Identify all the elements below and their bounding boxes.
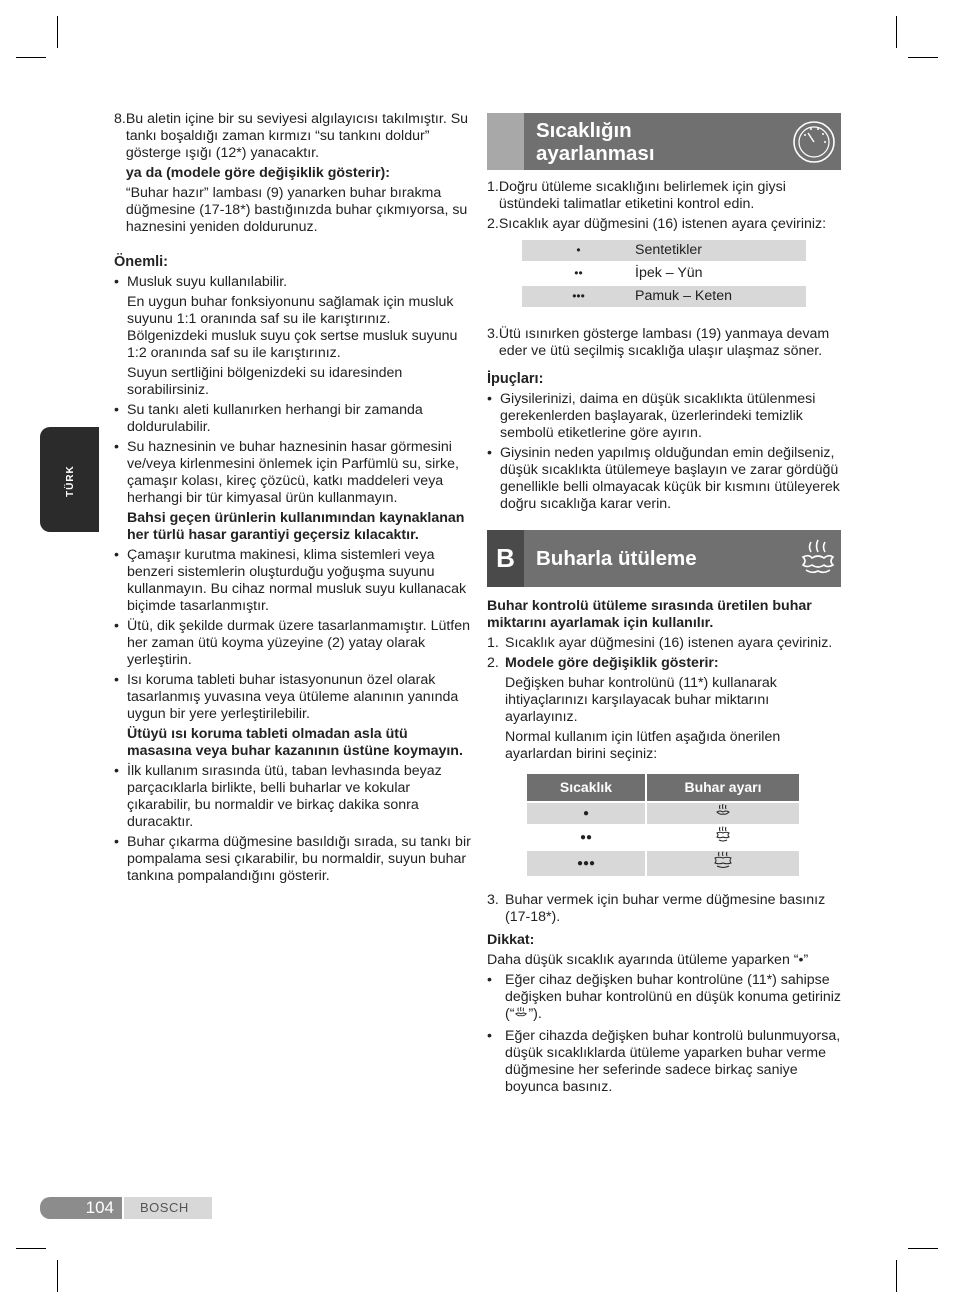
page-footer xyxy=(40,1197,212,1219)
item-number: 2. xyxy=(487,216,499,232)
model-variant-note: ya da (modele göre değişiklik gösterir): xyxy=(125,165,390,181)
bullet-paragraph: Suyun sertliğini bölgenizdeki su idaresinden sorabilirsiniz. xyxy=(127,365,403,398)
crop-mark xyxy=(16,57,46,58)
temperature-dots: ••• xyxy=(522,286,635,307)
instruction-item-8 xyxy=(114,111,474,236)
item-text: Doğru ütüleme sıcaklığını belirlemek için giysi üstündeki talimatlar etiketini kontrol edin. xyxy=(498,179,786,212)
important-bullet xyxy=(114,274,474,399)
left-column xyxy=(114,111,474,885)
instruction-item-1 xyxy=(487,179,841,213)
section-banner-temperature xyxy=(487,113,841,170)
caution-bullet xyxy=(487,1028,841,1096)
item-text: Sıcaklık ayar düğmesini (16) istenen ayara çeviriniz. xyxy=(505,635,833,651)
steam-min-icon xyxy=(514,1006,528,1025)
crop-mark xyxy=(908,1248,938,1249)
table-header-row xyxy=(527,774,799,801)
temperature-dots: ●●● xyxy=(527,851,645,876)
bullet-text: • Su tankı aleti kullanırken herhangi bir zamanda doldurulabilir. xyxy=(127,402,423,435)
instruction-item-2 xyxy=(487,216,841,233)
important-bullet xyxy=(114,672,474,760)
fabric-label: Sentetikler xyxy=(635,240,806,261)
brand-label: BOSCH xyxy=(124,1197,212,1219)
item-number: 2. xyxy=(487,655,499,671)
language-tab xyxy=(40,427,99,532)
table-row xyxy=(527,803,799,824)
steam-step-1 xyxy=(487,635,841,652)
bullet-text: • Giysinin neden yapılmış olduğundan emin değilseniz, düşük sıcaklıkta ütülemeye başlayın ve zarar gördüğü genellikle belli olmayacak küçük bir kısmını ütüleyerek doğru sıcaklığa karar verin. xyxy=(500,445,840,512)
steam-icon xyxy=(800,538,836,583)
section-title-line: ayarlanması xyxy=(536,142,655,165)
crop-mark xyxy=(908,57,938,58)
important-bullet xyxy=(114,439,474,544)
language-tab-label: TÜRK xyxy=(65,465,76,497)
bullet-text-part: ”). xyxy=(528,1006,542,1022)
item-text: Değişken buhar kontrolünü (11*) kullanarak ihtiyaçlarınızı karşılayacak buhar miktarını ayarlayınız. xyxy=(505,675,777,725)
tip-bullet xyxy=(487,445,841,513)
safety-warning: Ütüyü ısı koruma tableti olmadan asla ütü masasına veya buhar kazanının üstüne koymayın. xyxy=(127,726,463,759)
item-text: Sıcaklık ayar düğmesini (16) istenen ayara çeviriniz: xyxy=(498,216,827,232)
item-text: Bu aletin içine bir su seviyesi algılayıcısı takılmıştır. Su tankı boşaldığı zaman kırmızı “su tankını doldur” gösterge ışığı (12*) yanacaktır. xyxy=(125,111,469,161)
bullet-text: • İlk kullanım sırasında ütü, taban levhasında beyaz parçacıklarla birlikte, belli buharlar ve kokular çıkarabilir, bu normaldir ve birkaç dakika sonra duracaktır. xyxy=(127,763,442,830)
page-number: 104 xyxy=(40,1197,122,1219)
steam-step-3 xyxy=(487,892,841,926)
temperature-dots: ● xyxy=(527,803,645,824)
table-row xyxy=(522,263,806,284)
model-variant-note: Modele göre değişiklik gösterir: xyxy=(505,655,719,671)
item-text: “Buhar hazır” lambası (9) yanarken buhar bırakma düğmesine (17-18*) bastığınızda buhar çıkmıyorsa, su haznesini yeniden doldurunuz. xyxy=(125,185,468,235)
important-bullet xyxy=(114,402,474,436)
tip-bullet xyxy=(487,391,841,442)
table-row xyxy=(527,826,799,849)
table-row xyxy=(527,851,799,876)
bullet-text: • Isı koruma tableti buhar istasyonunun özel olarak tasarlanmış yuvasına veya ütüleme alanının yanında uygun bir yere yerleştirilebilir. xyxy=(127,672,459,722)
caution-text: Daha düşük sıcaklık ayarında ütüleme yaparken “•” xyxy=(487,952,809,968)
item-number: 1. xyxy=(487,635,499,651)
bullet-text: • Buhar çıkarma düğmesine basıldığı sırada, su tankı bir pompalama sesi çıkarabilir, bu normaldir, suyun buhar tankına pompalandığını gösterir. xyxy=(127,834,471,884)
warranty-warning: Bahsi geçen ürünlerin kullanımından kaynaklanan her türlü hasar garantiyi geçersiz kılacaktır. xyxy=(127,510,465,543)
steam-intro: Buhar kontrolü ütüleme sırasında üretilen buhar miktarını ayarlamak için kullanılır. xyxy=(487,598,812,631)
bullet-text: • Eğer cihazda değişken buhar kontrolü bulunmuyorsa, düşük sıcaklıklarda ütüleme yaparken buhar verme düğmesine her seferinde sadece birkaç saniye boyunca basınız. xyxy=(505,1028,841,1095)
steam-step-2 xyxy=(487,655,841,763)
right-column xyxy=(487,111,841,1096)
fabric-label: İpek – Yün xyxy=(635,265,703,281)
section-title-line: Sıcaklığın xyxy=(536,119,632,142)
steam-level-2-icon xyxy=(647,826,799,849)
bullet-text: • Su haznesinin ve buhar haznesinin hasar görmesini ve/veya kirlenmesini önlemek için Parfümlü su, sirke, çamaşır kolası, kireç çözücü, katkı maddeleri veya herhangi bir tür kimyasal ürün kullanmayın. xyxy=(127,439,459,506)
crop-mark xyxy=(57,1260,58,1292)
important-bullet xyxy=(114,763,474,831)
fabric-label: Pamuk – Keten xyxy=(635,286,806,307)
crop-mark xyxy=(896,16,897,48)
steam-level-1-icon xyxy=(647,803,799,824)
bullet-text-part: Eğer cihaz değişken buhar kontrolüne (11*) sahipse değişken buhar kontrolünü en düşük konuma getiriniz (“ xyxy=(505,972,841,1022)
instruction-item-3 xyxy=(487,326,841,360)
steam-settings-table xyxy=(525,772,801,878)
important-bullet xyxy=(114,834,474,885)
bullet-text: • Giysilerinizi, daima en düşük sıcaklıkta ütülenmesi gerekenlerden başlayarak, üzerlerindeki temizlik sembolü etiketlerine göre ayırın. xyxy=(500,391,816,441)
item-number: 3. xyxy=(487,326,499,342)
important-heading: Önemli: xyxy=(114,254,168,270)
table-row xyxy=(522,286,806,307)
bullet-text: • Çamaşır kurutma makinesi, klima sistemleri veya benzeri sistemlerin oluşturduğu yoğuşma suyunu kullanmayın. Bu cihaz normal musluk suyu kullanacak biçimde tasarlanmıştır. xyxy=(127,547,467,614)
temperature-dots: ●● xyxy=(579,832,593,843)
column-header: Buhar ayarı xyxy=(647,774,799,801)
section-banner-steam xyxy=(487,530,841,587)
column-header: Sıcaklık xyxy=(527,774,645,801)
temperature-dial-icon xyxy=(791,120,837,169)
steam-level-3-icon xyxy=(647,851,799,876)
section-title: Buharla ütüleme xyxy=(536,547,697,570)
tips-heading: İpuçları: xyxy=(487,371,544,387)
item-number: 8. xyxy=(114,111,126,127)
important-bullet xyxy=(114,618,474,669)
caution-heading: Dikkat: xyxy=(487,932,535,948)
item-number: 3. xyxy=(487,892,499,908)
bullet-text: • Ütü, dik şekilde durmak üzere tasarlanmamıştır. Lütfen her zaman ütü koyma yüzeyine (2) yatay olarak yerleştirin. xyxy=(127,618,471,668)
banner-marker xyxy=(487,113,524,170)
caution-bullet xyxy=(487,972,841,1025)
section-title xyxy=(536,119,655,165)
crop-mark xyxy=(16,1248,46,1249)
crop-mark xyxy=(57,16,58,48)
bullet-paragraph: En uygun buhar fonksiyonunu sağlamak için musluk suyunu 1:1 oranında saf su ile karıştırınız. Bölgenizdeki musluk suyu çok sertse musluk suyunu 1:2 oranında saf su ile karıştırınız. xyxy=(127,294,458,361)
item-number: 1. xyxy=(487,179,499,195)
temperature-table xyxy=(522,238,806,309)
item-text: Normal kullanım için lütfen aşağıda önerilen ayarlardan birini seçiniz: xyxy=(505,729,781,762)
temperature-dots: •• xyxy=(574,266,583,280)
item-text: Ütü ısınırken gösterge lambası (19) yanmaya devam eder ve ütü seçilmiş sıcaklığa ulaşır ulaşmaz söner. xyxy=(498,326,830,359)
table-row xyxy=(522,240,806,261)
bullet-text xyxy=(505,972,841,1025)
section-letter: B xyxy=(487,530,524,587)
item-text: Buhar vermek için buhar verme düğmesine basınız (17-18*). xyxy=(505,892,826,925)
bullet-text: • Musluk suyu kullanılabilir. xyxy=(127,274,288,290)
crop-mark xyxy=(896,1260,897,1292)
important-bullet xyxy=(114,547,474,615)
temperature-dots: • xyxy=(522,240,635,261)
